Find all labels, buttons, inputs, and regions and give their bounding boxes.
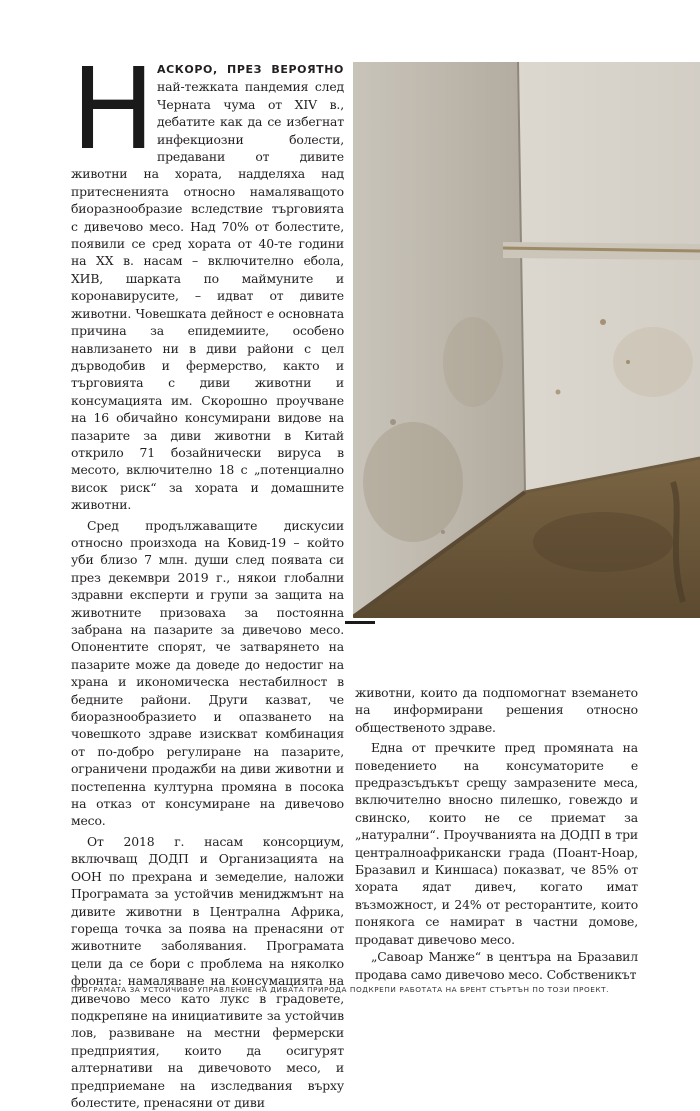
photo-credit-caption: ПРОГРАМАТА ЗА УСТОЙЧИВО УПРАВЛЕНИЕ НА ДИВАТА ПРИРОДА ПОДКРЕПИ РАБОТАТА НА БРЕНТ СТЪРТЪН ПО ТОЗИ ПРОЕКТ. bbox=[71, 985, 610, 994]
paragraph-3-continued: животни, които да подпомогнат вземането на информирани решения относно общественото здраве. bbox=[355, 685, 638, 735]
column-rule bbox=[345, 621, 375, 624]
photo-illustration bbox=[353, 62, 700, 618]
paragraph-3: От 2018 г. насам консорциум, включващ ДОДП и Организацията на ООН по прехрана и земеделие, наложи Програмата за устойчив мениджмънт на дивите животни в Централна Африка, гореща точка за поява на пренасяни от животните заболявания. Програмата цели да се бори с проблема на няколко фронта: намаляване на консумацията на дивечово месо като лукс в градовете, подкрепяне на инициативите за устойчив лов, развиване на местни фермерски предприятия, които да осигурят алтернативи на дивечовото месо, и предприемане на изследвания върху болестите, пренасяни от диви bbox=[71, 833, 344, 1110]
paragraph-4: Една от пречките пред промяната на поведението на консуматорите е предразсъдъкът срещу замразените меса, включително вносно пилешко, говеждо и свинско, които не се приемат за „натурални“. Проучванията на ДОДП в три централноафрикански града (Поант-Ноар, Бразавил и Киншаса) показват, че 85% от хората ядат дивеч, когато имат възможност, и 24% от ресторантите, които понякога се намират в частни домове, продават дивечово месо. bbox=[355, 740, 638, 947]
paragraph-2: Сред продължаващите дискусии относно произхода на Ковид-19 – който уби близо 7 млн. души след появата си през декември 2019 г., някои глобални здравни експерти и групи за защита на животните призоваха за постоянна забрана на пазарите за дивечово месо. Опонентите спорят, че затварянето на пазарите може да доведе до недостиг на храна и икономическа нестабилност в бедните райони. Други казват, че биоразнообразието и опазването на човешкото здраве изискват комбинация от по-добро регулиране на пазарите, ограничени продажби на диви животни и постепенна културна промяна в посока на отказ от консумиране на дивечово месо. bbox=[71, 517, 344, 829]
drop-cap: Н bbox=[71, 45, 156, 175]
room-corner-photo bbox=[353, 62, 700, 618]
lead-caps: АСКОРО, ПРЕЗ ВЕРОЯТНО bbox=[157, 63, 344, 76]
article-column-right bbox=[355, 684, 638, 983]
paragraph-5: „Савоар Манже“ в центъра на Бразавил продава само дивечово месо. Собственикът bbox=[355, 949, 638, 982]
paragraph-1-text: най-тежката пандемия след Черната чума от XIV в., дебатите как да се избегнат инфекциозни болести, предавани от дивите животни на хората, надделяха над притесненията относно намаляващото биоразнообразие вследствие търговията с дивечово месо. Над 70% от болестите, появили се сред хората от 40-те години на XX в. насам – включително ебола, ХИВ, шарката по маймуните и коронавирусите, – идват от дивите животни. Човешката дейност е основната причина за епидемиите, особено навлизането ни в диви райони с цел дърводобив и фермерство, както и търговията с диви животни и консумацията им. Скорошно проучване на 16 обичайно консумирани видове на пазарите за диви животни в Китай открило 71 бозайнически вируса в месото, включително 18 с „потенциално висок риск“ за хората и домашните животни. bbox=[71, 79, 344, 513]
article-column-left bbox=[71, 45, 344, 1111]
